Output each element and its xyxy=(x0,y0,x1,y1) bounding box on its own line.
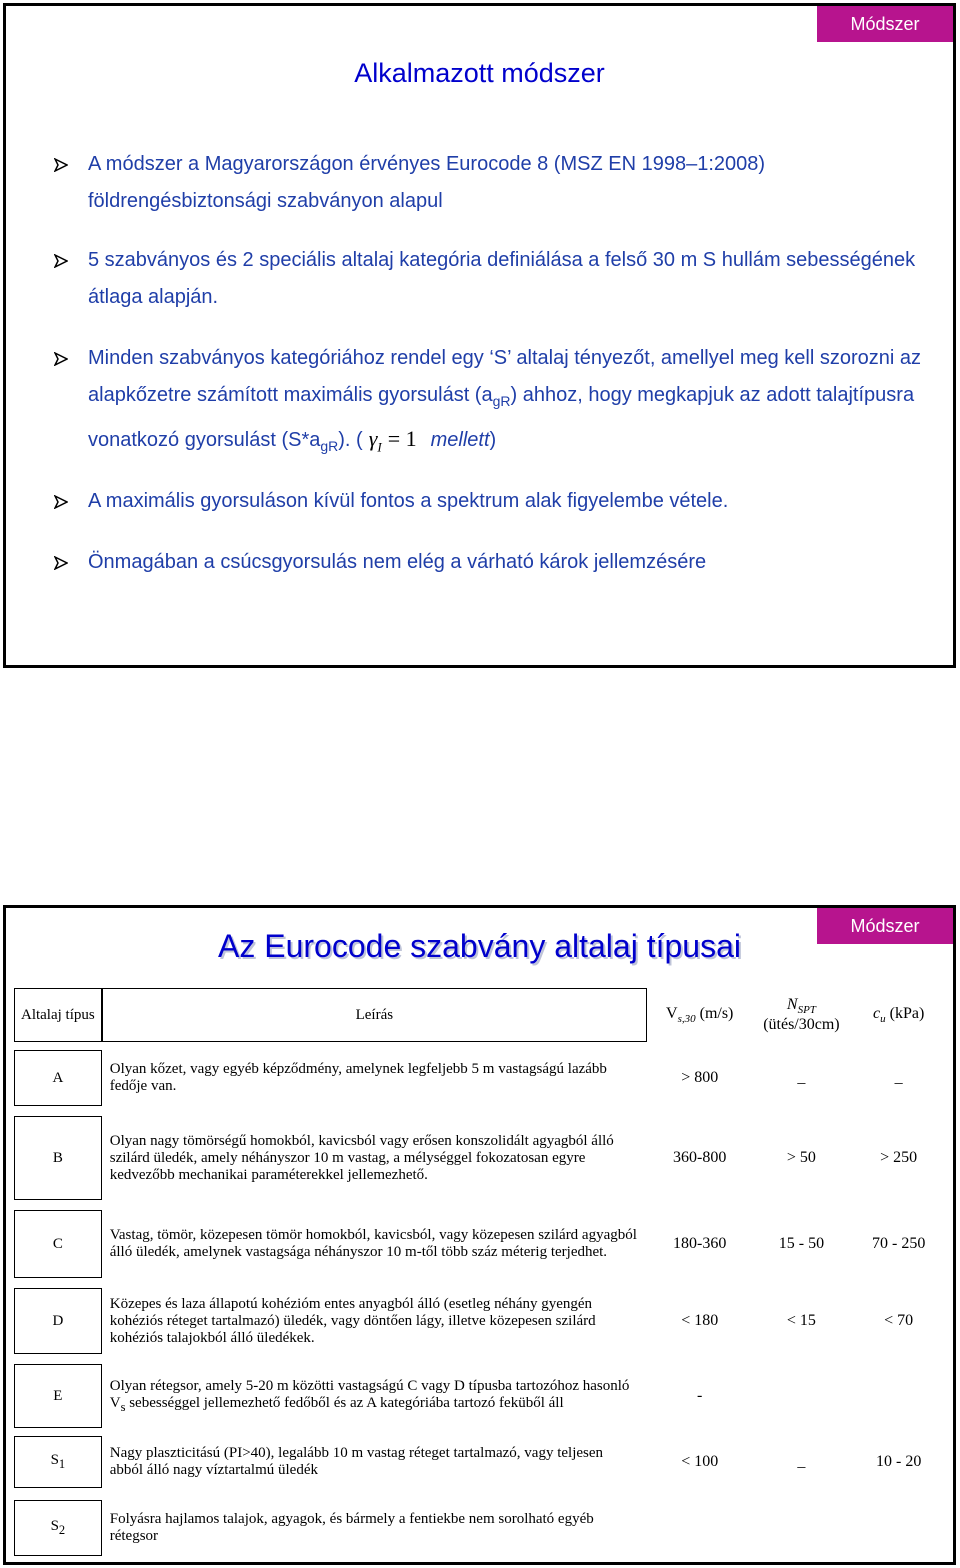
row-vs: < 180 xyxy=(681,1312,719,1329)
header-type xyxy=(14,988,102,1042)
gamma-letter: γ xyxy=(368,426,378,451)
header-nspt-sub: SPT xyxy=(797,1004,816,1017)
header-desc xyxy=(102,988,647,1042)
bullet-item xyxy=(54,544,933,581)
header-cu xyxy=(850,988,947,1042)
header-vs-symbol: V xyxy=(666,1004,678,1022)
row-desc: Nagy plaszticitású (PI>40), legalább 10 m vastag réteget tartalmazó, vagy teljesen abból álló nagy víztartalmú üledék xyxy=(109,1445,604,1478)
row-desc-sub: s xyxy=(120,1399,126,1414)
row-type-label: S xyxy=(50,1452,59,1468)
row-type xyxy=(14,1436,102,1488)
arrow-bullet-icon xyxy=(54,352,68,366)
row-desc: Folyásra hajlamos talajok, agyagok, és bármely a fentiekbe nem sorolható egyéb rétegsor xyxy=(109,1511,594,1544)
slide-title: Alkalmazott módszer xyxy=(354,58,605,88)
row-type xyxy=(14,1500,102,1556)
row-vs: 360-800 xyxy=(673,1149,727,1166)
bullet-text: 5 szabványos és 2 speciális altalaj kategória definiálása a felső 30 m S hullám sebességének átlaga alapján. xyxy=(88,249,916,308)
table-row xyxy=(14,1288,947,1354)
equation-value: = 1 xyxy=(387,426,417,451)
header-vs xyxy=(647,988,753,1042)
slide-title: Az Eurocode szabvány altalaj típusai xyxy=(218,928,741,964)
header-cu-sub: u xyxy=(880,1013,886,1026)
bullet-text: Önmagában a csúcsgyorsulás nem elég a várható károk jellemzésére xyxy=(88,551,707,574)
row-nspt: _ xyxy=(797,1453,806,1470)
arrow-bullet-icon xyxy=(54,556,68,570)
row-type xyxy=(14,1210,102,1278)
row-type-label: B xyxy=(52,1149,63,1166)
row-desc-text: sebességgel jellemezhető fedőből és az A kategóriába tartozó feküből áll xyxy=(125,1394,564,1411)
row-vs xyxy=(647,1500,753,1556)
header-cu-symbol: c xyxy=(873,1004,881,1022)
row-type-label: S xyxy=(50,1518,59,1534)
arrow-bullet-icon xyxy=(54,254,68,268)
soil-type-table xyxy=(14,988,947,1556)
bullet-text: ) ahhoz, hogy megkapjuk az adott talajtípusra vonatkozó gyorsulást (S*a xyxy=(88,384,915,451)
bullet-text: ). ( xyxy=(338,429,363,451)
row-cu xyxy=(850,1364,947,1428)
bullet-text: Minden szabványos kategóriához rendel egy ‘S’ altalaj tényezőt, amellyel meg kell szorozni az alapkőzetre számított maximális gyorsulást (a xyxy=(88,347,922,406)
table-row xyxy=(14,1500,947,1556)
row-type-sub: 2 xyxy=(58,1523,66,1537)
row-type-label: E xyxy=(53,1387,63,1404)
row-type xyxy=(14,1116,102,1200)
table-header-row xyxy=(14,988,947,1042)
row-cu: < 70 xyxy=(884,1312,914,1329)
table-row xyxy=(14,1050,947,1106)
header-vs-sub: s,30 xyxy=(677,1013,696,1026)
bullet-item xyxy=(54,340,933,465)
row-vs: < 100 xyxy=(681,1453,719,1470)
arrow-bullet-icon xyxy=(54,158,68,172)
section-tag: Módszer xyxy=(817,908,953,944)
row-type xyxy=(14,1364,102,1428)
arrow-bullet-icon xyxy=(54,495,68,509)
subscript: gR xyxy=(320,438,339,454)
table-row xyxy=(14,1210,947,1278)
row-nspt: < 15 xyxy=(786,1312,816,1329)
row-type-label: D xyxy=(52,1312,64,1329)
row-desc: Vastag, tömör, közepesen tömör homokból, kavicsból, vagy közepesen szilárd agyagból álló üledék, amelynek vastagsága néhányszor 10 m-től több száz méterig terjedhet. xyxy=(109,1227,637,1260)
row-type-sub: 1 xyxy=(58,1457,66,1471)
header-vs-unit: (m/s) xyxy=(695,1004,734,1022)
row-nspt: _ xyxy=(797,1069,806,1086)
row-desc: Közepes és laza állapotú kohézióm entes anyagból álló (esetleg néhány gyengén kohéziós réteget tartalmazó) üledék, vagy döntően lágy, illetve közepesen szilárd kohéziós talajokból álló üledékek. xyxy=(109,1295,596,1346)
header-nspt-unit: (ütés/30cm) xyxy=(763,1016,840,1034)
row-nspt: > 50 xyxy=(786,1149,816,1166)
gamma-subscript: I xyxy=(377,439,382,455)
bullet-text: A maximális gyorsuláson kívül fontos a spektrum alak figyelembe vétele. xyxy=(88,490,729,513)
row-cu: _ xyxy=(894,1069,903,1086)
bullet-list xyxy=(54,146,933,581)
subscript: gR xyxy=(492,393,511,409)
bullet-item xyxy=(54,242,933,316)
bullet-item xyxy=(54,146,933,220)
row-vs: > 800 xyxy=(681,1069,719,1086)
header-type-label: Altalaj típus xyxy=(20,1006,95,1023)
row-desc: Olyan kőzet, vagy egyéb képződmény, amelynek legfeljebb 5 m vastagságú lazább fedője van. xyxy=(109,1061,607,1094)
row-desc xyxy=(102,1364,647,1428)
row-nspt xyxy=(752,1500,850,1556)
row-cu xyxy=(850,1500,947,1556)
row-vs: - xyxy=(697,1387,703,1404)
row-nspt xyxy=(752,1364,850,1428)
table-row xyxy=(14,1364,947,1428)
bullet-text: ) xyxy=(489,429,497,451)
gamma-symbol xyxy=(368,426,382,455)
row-vs: 180-360 xyxy=(673,1235,727,1252)
table-row xyxy=(14,1436,947,1488)
row-desc: Olyan nagy tömörségű homokból, kavicsból vagy erősen konszolidált agyagból álló szilárd üledék, amely néhányszor 10 m vastag, a mélységgel fokozatosan egyre kedvezőbb mechanikai paraméterekkel jellemezhető. xyxy=(109,1132,614,1183)
row-type-label: A xyxy=(52,1069,64,1086)
bullet-item xyxy=(54,483,933,520)
row-type-label: C xyxy=(52,1235,63,1252)
row-cu: 70 - 250 xyxy=(872,1235,926,1252)
row-type xyxy=(14,1288,102,1354)
header-cu-unit: (kPa) xyxy=(885,1004,925,1022)
header-nspt xyxy=(752,988,850,1042)
slide-eurocode-altalaj xyxy=(3,905,956,1565)
row-desc-text: Olyan rétegsor, amely 5-20 m közötti vastagságú C vagy D típusba tartozóhoz hasonló V xyxy=(109,1377,630,1411)
mellett-text: mellett xyxy=(430,429,490,451)
row-nspt: 15 - 50 xyxy=(778,1235,825,1252)
row-cu: > 250 xyxy=(880,1149,918,1166)
row-cu: 10 - 20 xyxy=(876,1453,922,1470)
header-desc-label: Leírás xyxy=(355,1006,394,1023)
table-row xyxy=(14,1116,947,1200)
section-tag: Módszer xyxy=(817,6,953,42)
slide-alkalmazott-modszer xyxy=(3,3,956,668)
bullet-text: A módszer a Magyarországon érvényes Eurocode 8 (MSZ EN 1998–1:2008) földrengésbiztonsági szabványon alapul xyxy=(88,153,766,212)
header-nspt-symbol: N xyxy=(786,995,798,1013)
row-type xyxy=(14,1050,102,1106)
